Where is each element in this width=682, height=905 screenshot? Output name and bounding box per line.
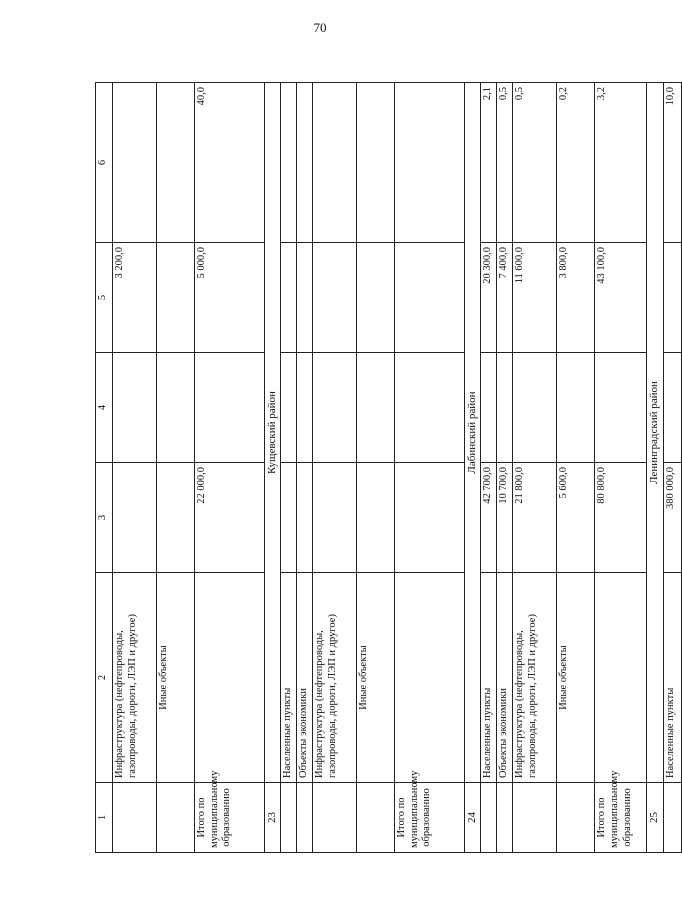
- column-header: 5: [96, 243, 113, 353]
- table-row: [195, 83, 265, 853]
- table-cell: [157, 353, 195, 463]
- table-cell: 80 800,0: [595, 463, 647, 573]
- table-row: [157, 83, 195, 853]
- table-cell: [297, 83, 313, 243]
- table-cell: [157, 783, 195, 853]
- table-cell: [557, 783, 595, 853]
- table-cell: [281, 353, 297, 463]
- table-cell: Населенные пункты: [663, 573, 681, 783]
- table-cell: [313, 353, 357, 463]
- table-cell: [281, 463, 297, 573]
- column-header: 3: [96, 463, 113, 573]
- table-cell: Итого по муниципальному образованию: [595, 783, 647, 853]
- table-cell: [513, 353, 557, 463]
- table-cell: [113, 463, 157, 573]
- table-cell: [113, 83, 157, 243]
- table-cell: [481, 353, 497, 463]
- table-cell: 43 100,0: [595, 243, 647, 353]
- table-cell: [297, 463, 313, 573]
- table-cell: 0,2: [557, 83, 595, 243]
- table-cell: 10 700,0: [497, 463, 513, 573]
- table-cell: Населенные пункты: [281, 573, 297, 783]
- table-cell: 3,2: [595, 83, 647, 243]
- damage-table: [95, 82, 682, 853]
- table-cell: Инфраструктура (нефтепроводы, газопроводы, дороги, ЛЭП и другое): [313, 573, 357, 783]
- table-row: [513, 83, 557, 853]
- table-cell: [663, 783, 681, 853]
- region-title: Ленинградский район: [647, 83, 663, 783]
- table-cell: 22 000,0: [195, 463, 265, 573]
- table-cell: 7 400,0: [497, 243, 513, 353]
- table-cell: 21 800,0: [513, 463, 557, 573]
- table-cell: [395, 573, 465, 783]
- row-number: 25: [647, 783, 663, 853]
- table-cell: [357, 783, 395, 853]
- table-cell: [663, 243, 681, 353]
- table-row: [663, 83, 681, 853]
- table-cell: Итого по муниципальному образованию: [195, 783, 265, 853]
- table-cell: Иные объекты: [357, 573, 395, 783]
- table-cell: 5 000,0: [195, 243, 265, 353]
- table-body: [96, 83, 682, 853]
- table-cell: [281, 783, 297, 853]
- row-number: 24: [465, 783, 481, 853]
- region-section-row: [647, 83, 663, 853]
- table-cell: 10,0: [663, 83, 681, 243]
- table-cell: [357, 353, 395, 463]
- table-cell: [595, 353, 647, 463]
- table-cell: Итого по муниципальному образованию: [395, 783, 465, 853]
- table-row: [357, 83, 395, 853]
- table-cell: [195, 353, 265, 463]
- table-row: [595, 83, 647, 853]
- table-cell: Иные объекты: [557, 573, 595, 783]
- table-cell: [113, 353, 157, 463]
- table-cell: 3 800,0: [557, 243, 595, 353]
- region-section-row: [465, 83, 481, 853]
- table-cell: [157, 83, 195, 243]
- table-cell: [297, 353, 313, 463]
- column-number-row: [96, 83, 113, 853]
- table-cell: 42 700,0: [481, 463, 497, 573]
- table-cell: 11 600,0: [513, 243, 557, 353]
- table-cell: 20 300,0: [481, 243, 497, 353]
- table-cell: Инфраструктура (нефтепроводы, газопроводы, дороги, ЛЭП и другое): [113, 573, 157, 783]
- table-cell: [513, 783, 557, 853]
- table-cell: [157, 463, 195, 573]
- table-cell: Иные объекты: [157, 573, 195, 783]
- table-cell: [313, 783, 357, 853]
- table-row: [481, 83, 497, 853]
- table-cell: [313, 243, 357, 353]
- table-cell: 3 200,0: [113, 243, 157, 353]
- table-cell: [281, 83, 297, 243]
- table-cell: [313, 83, 357, 243]
- row-number: 23: [265, 783, 281, 853]
- table-cell: [157, 243, 195, 353]
- column-header: 1: [96, 783, 113, 853]
- table-row: [497, 83, 513, 853]
- table-cell: 5 600,0: [557, 463, 595, 573]
- table-cell: [357, 463, 395, 573]
- table-row: [113, 83, 157, 853]
- column-header: 6: [96, 83, 113, 243]
- table-cell: 380 000,0: [663, 463, 681, 573]
- region-title: Кущевский район: [265, 83, 281, 783]
- table-cell: [313, 463, 357, 573]
- table-cell: Объекты экономики: [297, 573, 313, 783]
- table-cell: [113, 783, 157, 853]
- table-cell: [663, 353, 681, 463]
- table-row: [281, 83, 297, 853]
- table-cell: [395, 463, 465, 573]
- table-cell: [497, 783, 513, 853]
- column-header: 4: [96, 353, 113, 463]
- table-row: [313, 83, 357, 853]
- table-cell: 40,0: [195, 83, 265, 243]
- table-cell: [497, 353, 513, 463]
- table-cell: Населенные пункты: [481, 573, 497, 783]
- table-cell: [297, 243, 313, 353]
- rotated-table-wrapper: [95, 83, 676, 853]
- table-cell: 2,1: [481, 83, 497, 243]
- table-row: [557, 83, 595, 853]
- table-cell: 0,5: [513, 83, 557, 243]
- table-cell: Инфраструктура (нефтепроводы, газопроводы, дороги, ЛЭП и другое): [513, 573, 557, 783]
- region-title: Лабинский район: [465, 83, 481, 783]
- column-header: 2: [96, 573, 113, 783]
- table-cell: [595, 573, 647, 783]
- table-cell: [195, 573, 265, 783]
- table-row: [297, 83, 313, 853]
- table-cell: [395, 243, 465, 353]
- table-cell: [281, 243, 297, 353]
- table-cell: [395, 83, 465, 243]
- table-cell: [297, 783, 313, 853]
- table-cell: [481, 783, 497, 853]
- table-cell: [557, 353, 595, 463]
- region-section-row: [265, 83, 281, 853]
- table-row: [395, 83, 465, 853]
- table-cell: Объекты экономики: [497, 573, 513, 783]
- table-cell: [357, 243, 395, 353]
- table-cell: [357, 83, 395, 243]
- table-cell: [395, 353, 465, 463]
- page-number: 70: [313, 20, 327, 35]
- table-cell: 0,5: [497, 83, 513, 243]
